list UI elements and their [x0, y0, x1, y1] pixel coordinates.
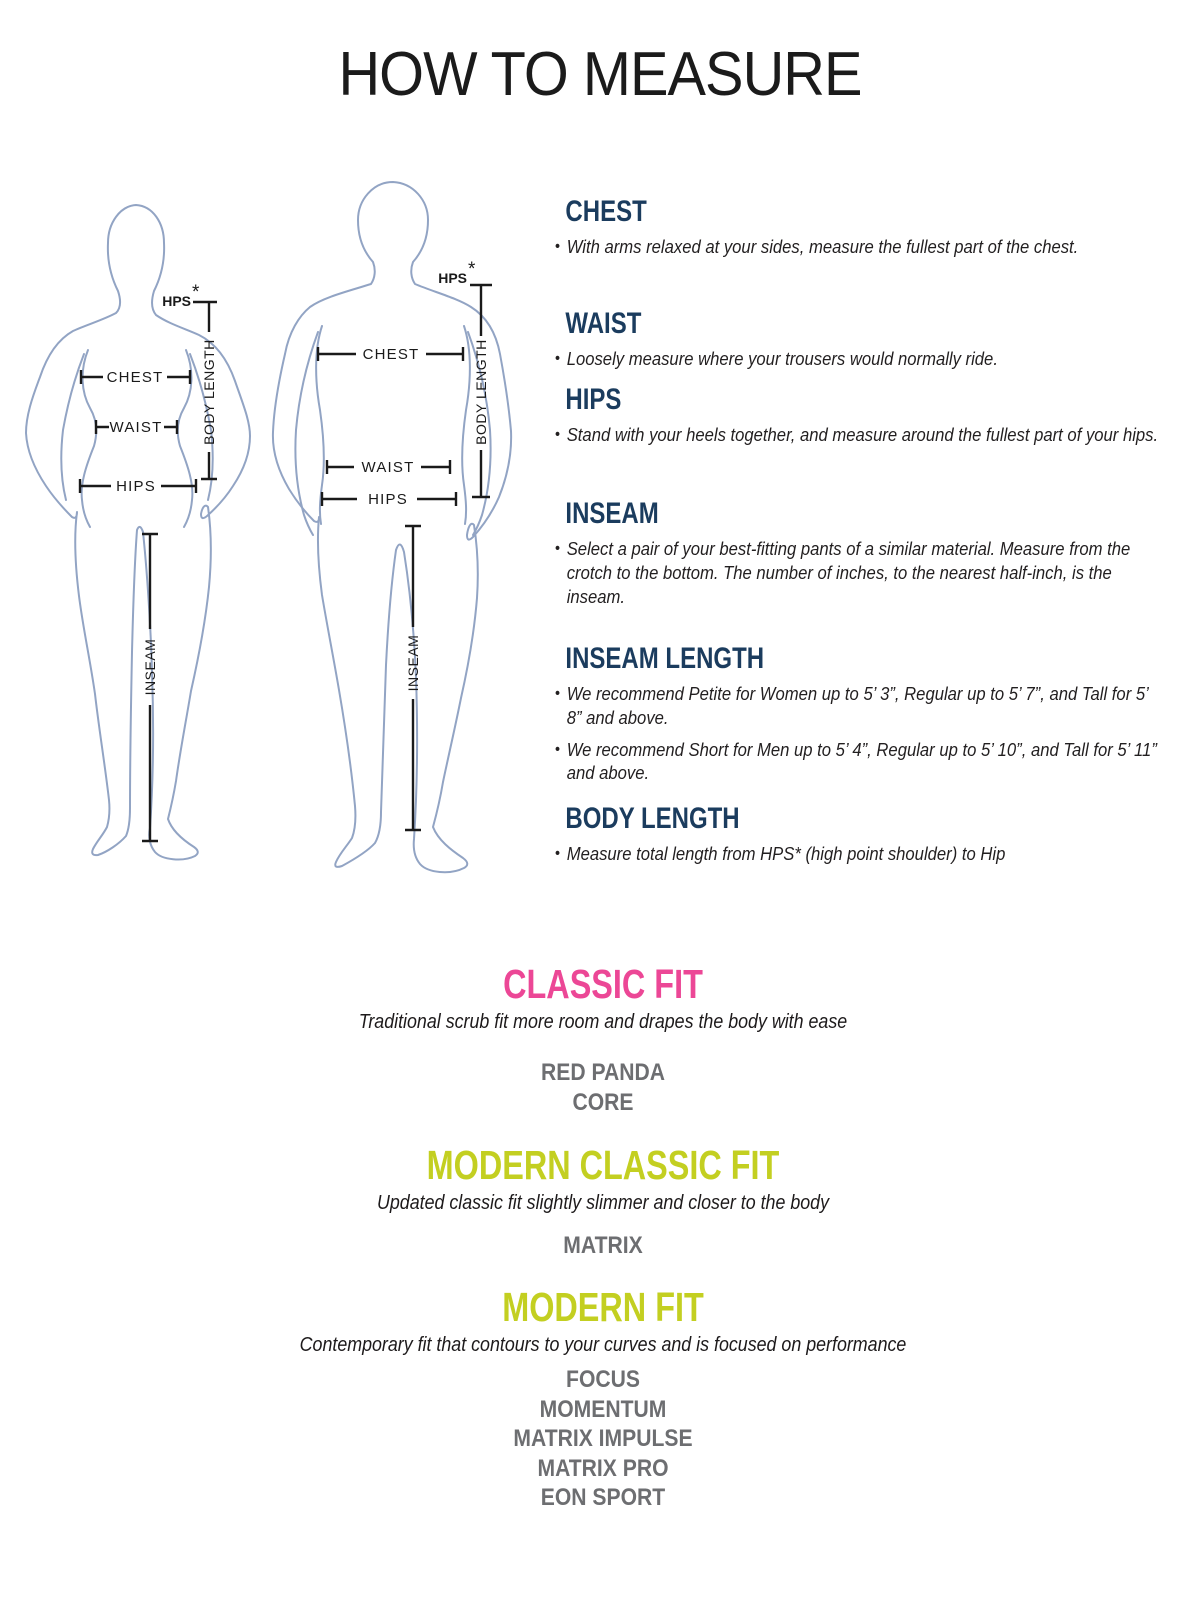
chest-heading: CHEST [565, 195, 647, 228]
classic-fit-tagline: Traditional scrub fit more room and drapes the body with ease [358, 1010, 848, 1033]
female-waist-label: WAIST [109, 419, 163, 436]
female-hps-asterisk: * [192, 282, 200, 303]
male-chest-label: CHEST [362, 346, 420, 363]
product-core: CORE [572, 1088, 634, 1116]
chest-bullet: • With arms relaxed at your sides, measure the fullest part of the chest. [555, 236, 1079, 257]
body-length-heading: BODY LENGTH [565, 802, 740, 835]
hips-heading: HIPS [565, 383, 622, 416]
product-momentum: MOMENTUM [539, 1395, 667, 1423]
modern-fit-section [3, 1284, 1200, 1513]
male-hps-label: HPS [438, 270, 467, 286]
product-red-panda: RED PANDA [541, 1059, 665, 1086]
male-hps-asterisk: * [468, 259, 476, 280]
classic-fit-products [3, 1058, 1200, 1117]
inseam-length-bullet-men: • We recommend Short for Men up to 5’ 4”, Regular up to 5’ 10”, and Tall for 5’ 11” and above. [555, 738, 1157, 784]
inseam-heading: INSEAM [565, 497, 659, 530]
female-measurement-marks [80, 282, 217, 841]
modern-fit-tagline: Contemporary fit that contours to your curves and is focused on performance [299, 1333, 907, 1356]
section-inseam-length [555, 644, 1200, 793]
section-waist [555, 309, 1200, 379]
male-waist-label: WAIST [361, 459, 415, 476]
female-body-length-label: BODY LENGTH [201, 339, 217, 445]
inseam-length-heading: INSEAM LENGTH [565, 642, 765, 675]
modern-classic-fit-tagline: Updated classic fit slightly slimmer and closer to the body [376, 1191, 830, 1214]
male-measurement-marks [318, 259, 492, 830]
male-hips-label: HIPS [368, 491, 408, 508]
measurement-diagram [0, 140, 560, 900]
product-eon-sport: EON SPORT [540, 1484, 666, 1511]
female-hps-label: HPS [162, 293, 191, 309]
female-chest-label: CHEST [106, 369, 164, 386]
inseam-length-bullet-women: • We recommend Petite for Women up to 5’ 3”, Regular up to 5’ 7”, and Tall for 5’ 8” and above. [555, 683, 1148, 728]
hips-bullet: • Stand with your heels together, and measure around the fullest part of your hips. [555, 424, 1159, 445]
product-matrix: MATRIX [563, 1232, 643, 1259]
male-body-length-label: BODY LENGTH [473, 339, 489, 445]
section-chest [555, 197, 1200, 267]
section-inseam [555, 499, 1200, 616]
section-hips [555, 385, 1200, 455]
section-body-length [555, 804, 1200, 874]
waist-bullet: • Loosely measure where your trousers would normally ride. [555, 348, 998, 369]
waist-heading: WAIST [565, 307, 642, 340]
modern-fit-title: MODERN FIT [502, 1284, 704, 1330]
page-title: HOW TO MEASURE [338, 40, 862, 109]
modern-classic-fit-section [3, 1142, 1200, 1261]
female-inseam-label: INSEAM [142, 638, 158, 696]
product-matrix-pro: MATRIX PRO [537, 1454, 669, 1482]
male-inseam-label: INSEAM [405, 634, 421, 692]
product-matrix-impulse: MATRIX IMPULSE [513, 1425, 693, 1452]
inseam-bullet: • Select a pair of your best-fitting pants of a similar material. Measure from the crotch to the bottom. The number of inches, to the nearest half-inch, is the inseam. [555, 538, 1131, 607]
classic-fit-title: CLASSIC FIT [503, 961, 703, 1007]
body-length-bullet: • Measure total length from HPS* (high point shoulder) to Hip [555, 843, 1006, 864]
modern-fit-products [3, 1365, 1200, 1513]
modern-classic-fit-products [3, 1231, 1200, 1261]
classic-fit-section [3, 961, 1200, 1117]
modern-classic-fit-title: MODERN CLASSIC FIT [426, 1142, 780, 1188]
product-focus: FOCUS [566, 1366, 640, 1393]
female-hips-label: HIPS [116, 478, 156, 495]
